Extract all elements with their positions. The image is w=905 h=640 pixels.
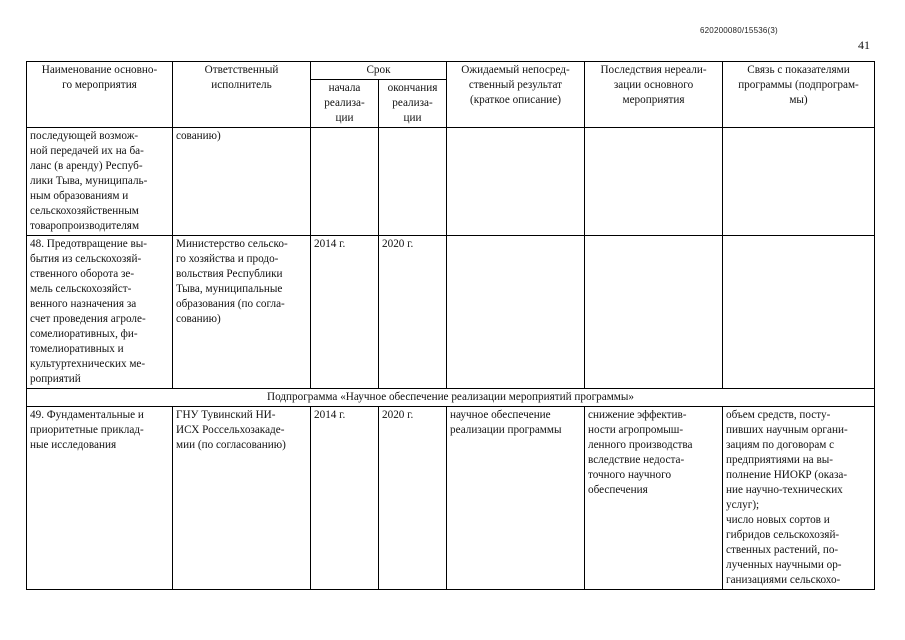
cell-result: научное обеспечение реализации программы [447, 407, 585, 590]
cell-indicator-link [723, 236, 875, 389]
header-measure-name: Наименование основно- го мероприятия [27, 62, 173, 128]
cell-result [447, 236, 585, 389]
table-row [27, 128, 875, 236]
cell-indicator-link [723, 128, 875, 236]
header-expected-result: Ожидаемый непосред- ственный результат (краткое описание) [447, 62, 585, 128]
cell-measure-name: 49. Фундаментальные и приоритетные приклад- ные исследования [27, 407, 173, 590]
header-row [27, 62, 875, 80]
table-row [27, 236, 875, 389]
header-consequences: Последствия нереали- зации основного мероприятия [585, 62, 723, 128]
header-end: окончания реализа- ции [379, 80, 447, 128]
cell-measure-name: последующей возмож- ной передачей их на ба- ланс (в аренду) Респуб- лики Тыва, муниципаль- ным образованиям и сельскохозяйственным товаропроизводителям [27, 128, 173, 236]
header-start: начала реализа- ции [311, 80, 379, 128]
cell-measure-name: 48. Предотвращение вы- бытия из сельскохозяй- ственного оборота зе- мель сельскохозяйст- венного назначения за счет проведения агроле- сомелиоративных, фи- томелиоративных и культуртехнических ме- роприятий [27, 236, 173, 389]
cell-executor: Министерство сельско- го хозяйства и продо- вольствия Республики Тыва, муниципальные образования (по согла- сованию) [173, 236, 311, 389]
header-executor: Ответственный исполнитель [173, 62, 311, 128]
cell-start: 2014 г. [311, 407, 379, 590]
document-id: 620200080/15536(3) [700, 26, 778, 35]
subprogram-title: Подпрограмма «Научное обеспечение реализации мероприятий программы» [27, 389, 875, 407]
cell-end: 2020 г. [379, 407, 447, 590]
page-number: 41 [858, 38, 870, 52]
cell-indicator-link: объем средств, посту- пивших научным органи- зациям по договорам с предприятиями на вы- полнение НИОКР (оказа- ние научно-технических услуг); число новых сортов и гибридов сельскохозяй- ственных растений, по- лученных научными ор- ганизациями сельскохо- [723, 407, 875, 590]
cell-executor: ГНУ Тувинский НИ- ИСХ Россельхозакаде- мии (по согласованию) [173, 407, 311, 590]
cell-result [447, 128, 585, 236]
subprogram-row [27, 389, 875, 407]
measures-table [26, 61, 875, 590]
table-row [27, 407, 875, 590]
cell-consequences [585, 236, 723, 389]
cell-end: 2020 г. [379, 236, 447, 389]
cell-executor: сованию) [173, 128, 311, 236]
header-period: Срок [311, 62, 447, 80]
header-indicator-link: Связь с показателями программы (подпрограм- мы) [723, 62, 875, 128]
cell-consequences [585, 128, 723, 236]
cell-end [379, 128, 447, 236]
cell-consequences: снижение эффектив- ности агропромыш- ленного производства вследствие недоста- точного научного обеспечения [585, 407, 723, 590]
cell-start: 2014 г. [311, 236, 379, 389]
cell-start [311, 128, 379, 236]
